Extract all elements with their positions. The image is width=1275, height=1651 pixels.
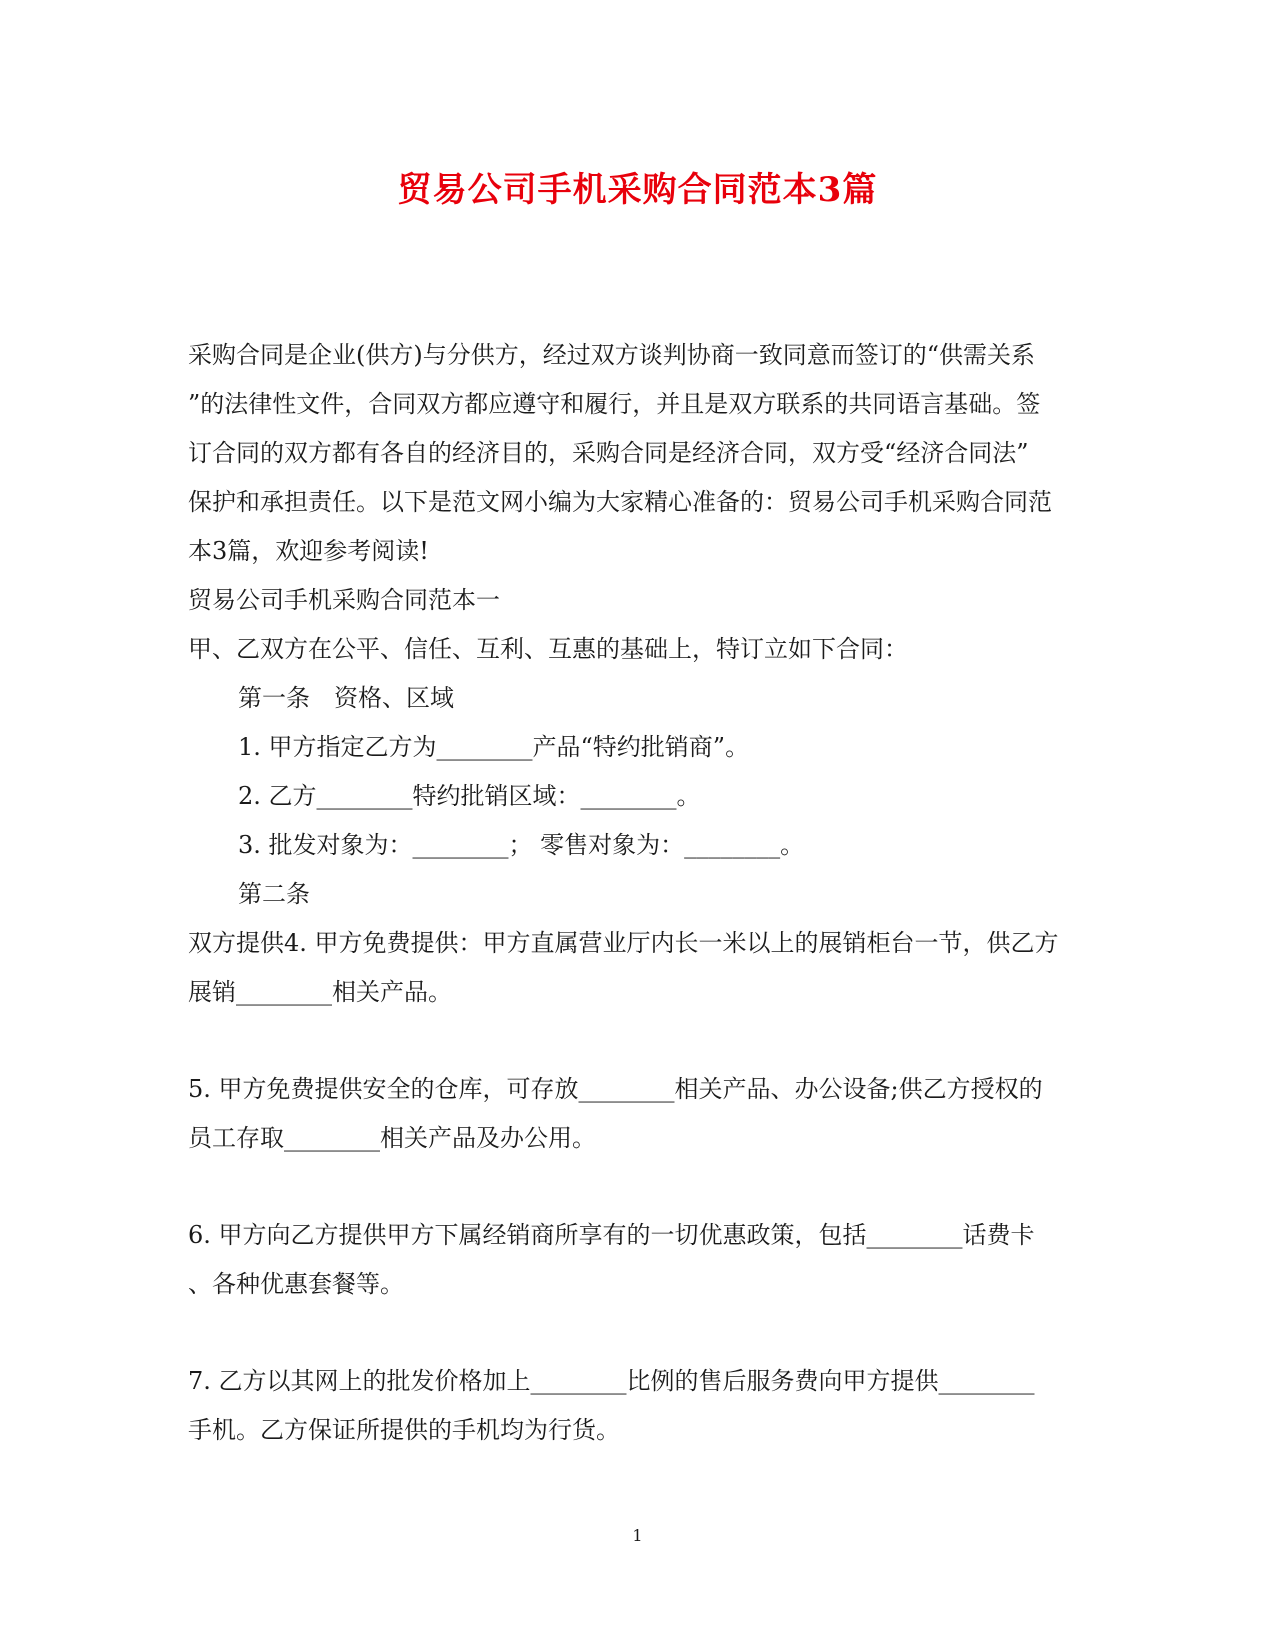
document-title: 贸易公司手机采购合同范本3篇 xyxy=(397,170,878,210)
clause-line: 1. 甲方指定乙方为________产品“特约批销商”。 xyxy=(238,733,750,761)
page-number: 1 xyxy=(632,1526,643,1545)
paragraph-gap xyxy=(188,1163,1088,1211)
text-line: 本3篇，欢迎参考阅读! xyxy=(188,537,429,565)
section-heading: 贸易公司手机采购合同范本一 xyxy=(188,586,500,614)
clause-line: 双方提供4. 甲方免费提供：甲方直属营业厅内长一米以上的展销柜台一节，供乙方 xyxy=(188,929,1059,957)
article-heading: 第二条 xyxy=(238,880,310,908)
clause-line: 2. 乙方________特约批销区域：________。 xyxy=(238,782,701,810)
text-line: 订合同的双方都有各自的经济目的，采购合同是经济合同，双方受“经济合同法” xyxy=(188,439,1029,467)
document-body xyxy=(188,331,1088,1455)
text-line: ”的法律性文件，合同双方都应遵守和履行，并且是双方联系的共同语言基础。签 xyxy=(188,390,1041,418)
clause-line: 5. 甲方免费提供安全的仓库，可存放________相关产品、办公设备;供乙方授权的 xyxy=(188,1075,1043,1103)
text-line: 保护和承担责任。以下是范文网小编为大家精心准备的：贸易公司手机采购合同范 xyxy=(188,488,1052,516)
article-heading: 第一条 资格、区域 xyxy=(238,684,454,712)
clause-line: 展销________相关产品。 xyxy=(188,978,452,1006)
clause-line: 3. 批发对象为：________； 零售对象为：________。 xyxy=(238,831,805,859)
clause-line: 手机。乙方保证所提供的手机均为行货。 xyxy=(188,1416,620,1444)
paragraph-gap xyxy=(188,1309,1088,1357)
paragraph-gap xyxy=(188,1017,1088,1065)
text-line: 甲、乙双方在公平、信任、互利、互惠的基础上，特订立如下合同： xyxy=(188,635,908,663)
text-line: 采购合同是企业(供方)与分供方，经过双方谈判协商一致同意而签订的“供需关系 xyxy=(188,341,1035,369)
clause-line: 、各种优惠套餐等。 xyxy=(188,1270,404,1298)
clause-line: 员工存取________相关产品及办公用。 xyxy=(188,1124,596,1152)
clause-line: 6. 甲方向乙方提供甲方下属经销商所享有的一切优惠政策，包括________话费卡 xyxy=(188,1221,1035,1249)
clause-line: 7. 乙方以其网上的批发价格加上________比例的售后服务费向甲方提供________ xyxy=(188,1367,1035,1395)
